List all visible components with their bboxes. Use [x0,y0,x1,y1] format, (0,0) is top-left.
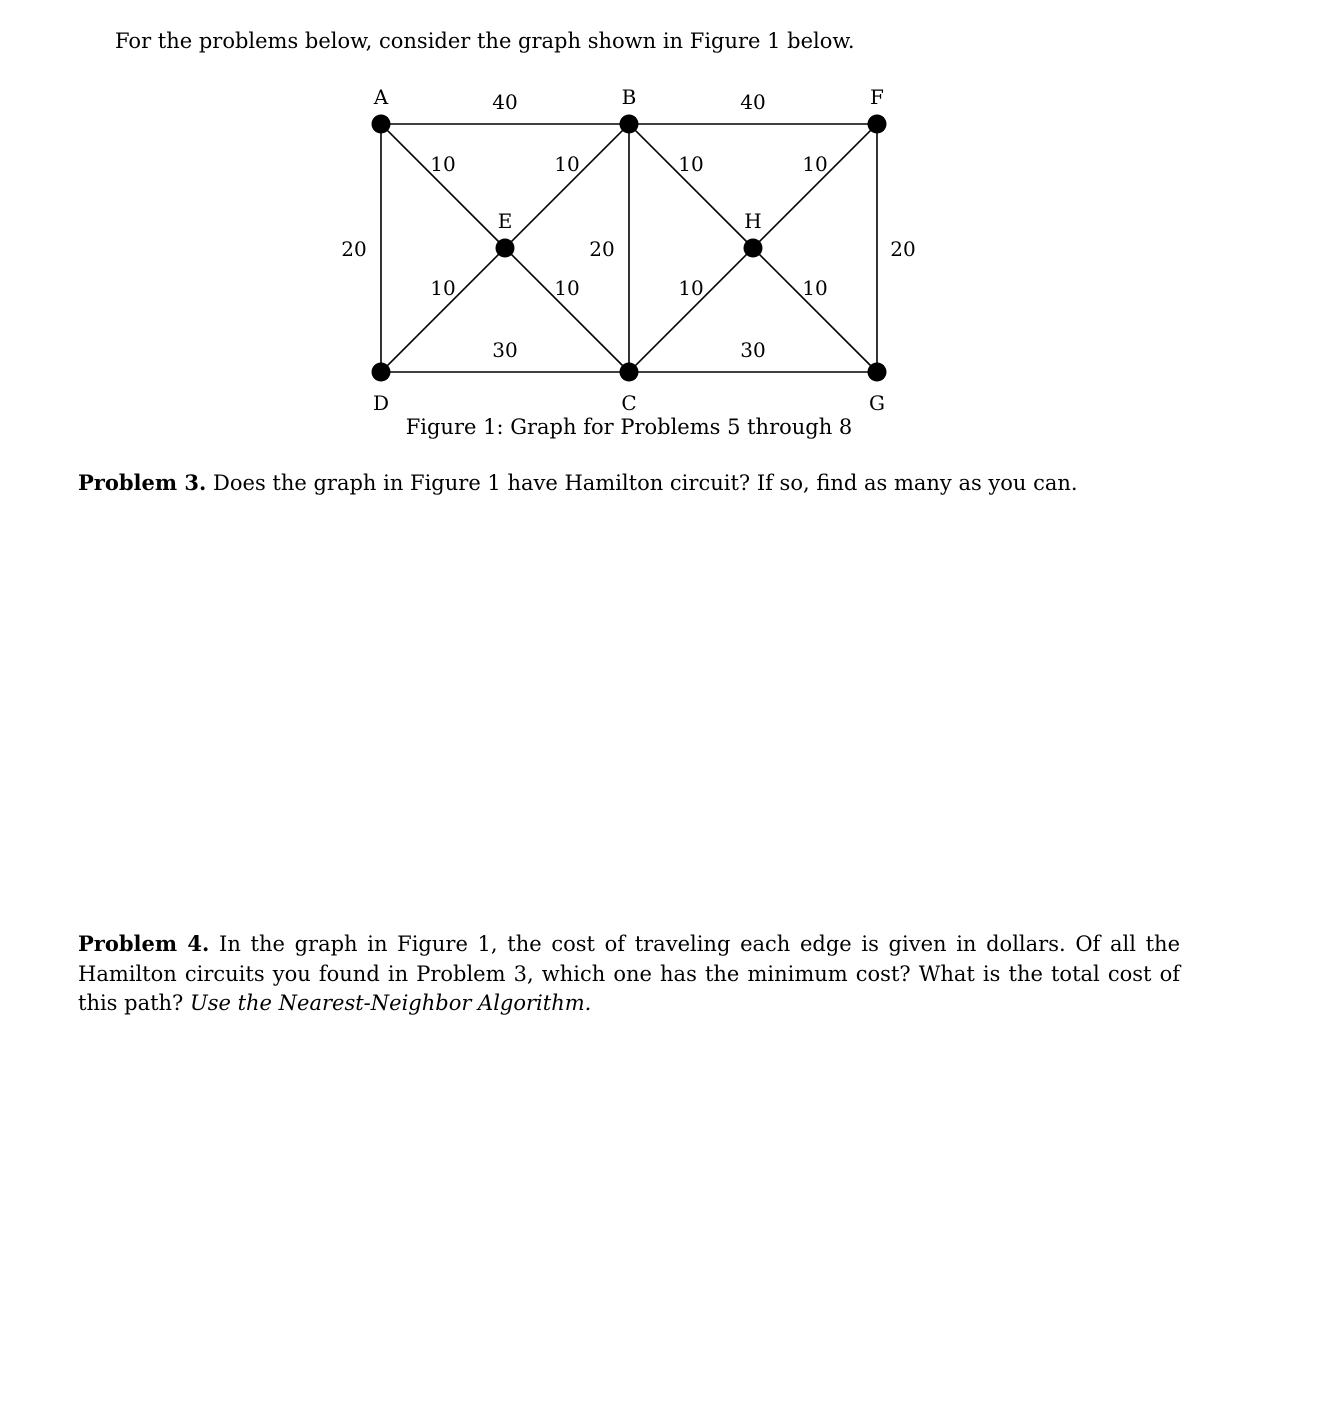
vertex-label-A: A [373,85,389,109]
edge-weight-D-C: 30 [492,338,518,362]
edge-weight-H-F: 10 [802,152,828,176]
intro-text: For the problems below, consider the graph shown in Figure 1 below. [115,29,855,53]
problem-4-text: In the graph in Figure 1, the cost of traveling each edge is given in dollars. Of all the Hamilton circuits you found in Problem 3, which one has the minimum cost? What is the total cost of this path? [78,932,1181,1015]
vertex-label-G: G [869,391,885,415]
edge-weight-C-H: 10 [678,276,704,300]
problem-4 [78,929,1180,1019]
edge-weight-B-F: 40 [740,90,766,114]
vertex-F [868,115,887,134]
edge-weight-F-G: 20 [890,237,916,261]
vertex-label-H: H [744,209,762,233]
edge-C-H [629,248,753,372]
vertex-label-D: D [372,391,390,415]
vertex-H [744,239,763,258]
vertex-E [496,239,515,258]
edge-weight-D-E: 10 [430,276,456,300]
problem-4-note: Use the Nearest-Neighbor Algorithm. [190,991,592,1015]
edge-H-F [753,124,877,248]
edge-weight-B-C: 20 [589,237,615,261]
vertex-B [620,115,639,134]
edge-E-B [505,124,629,248]
edge-H-G [753,248,877,372]
vertex-label-B: B [621,85,637,109]
vertex-label-C: C [621,391,637,415]
edge-weight-E-B: 10 [554,152,580,176]
edge-weight-A-D: 20 [341,237,367,261]
edge-D-E [381,248,505,372]
vertex-A [372,115,391,134]
graph-figure [0,0,1324,460]
edge-weight-E-C: 10 [554,276,580,300]
vertex-label-F: F [870,85,884,109]
edge-weight-H-G: 10 [802,276,828,300]
vertex-label-E: E [497,209,513,233]
edge-A-E [381,124,505,248]
edge-B-H [629,124,753,248]
edge-weight-B-H: 10 [678,152,704,176]
problem-4-title: Problem 4. [78,931,210,956]
edge-weight-A-B: 40 [492,90,518,114]
edge-weight-A-E: 10 [430,152,456,176]
problem-3 [78,468,1180,499]
vertex-C [620,363,639,382]
problem-3-text: Does the graph in Figure 1 have Hamilton circuit? If so, find as many as you can. [213,471,1078,495]
edge-E-C [505,248,629,372]
problem-3-title: Problem 3. [78,470,207,495]
vertex-D [372,363,391,382]
vertex-G [868,363,887,382]
figure-caption: Figure 1: Graph for Problems 5 through 8 [405,415,853,439]
edge-weight-C-G: 30 [740,338,766,362]
